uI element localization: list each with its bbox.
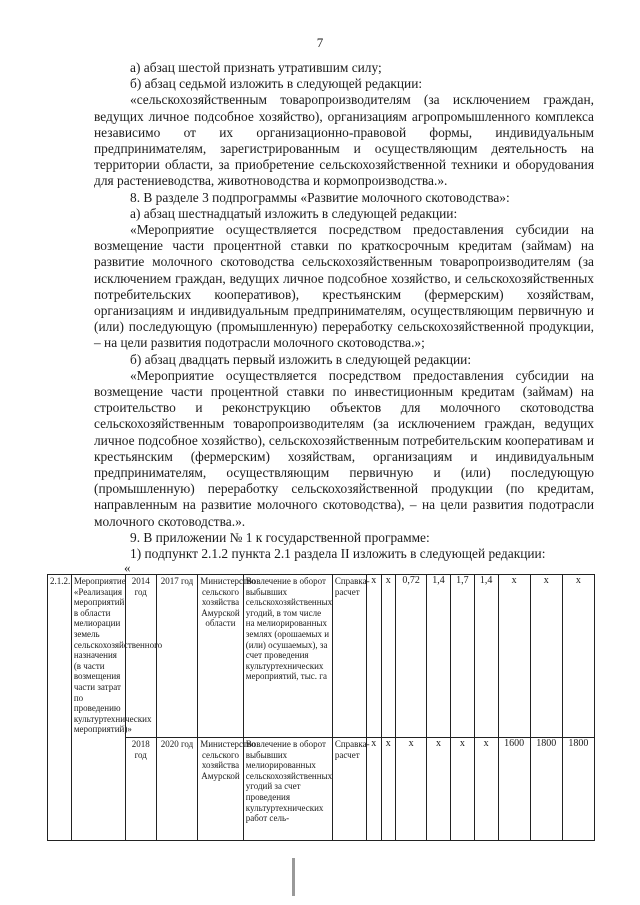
paragraph: «Мероприятие осуществляется посредством предоставления субсидии на возмещение части процентной ставки по инвестиционным кредитам (займам) на строительство и реконструкцию объектов для молочного скотоводства сельскохозяйственным товаропроизводителям (за исключением граждан, ведущих личное подсобное хозяйство), сельскохозяйственным потребительским кооперативам и крестьянским (фермерским) хозяйствам, организациям и индивидуальным предпринимателям, осуществляющим первичную и (или) последующую (промышленную) переработку сельскохозяйственной продукции (по кредитам, направленным на развитие молочного скотоводства), – на цели развития подотрасли молочного скотоводства.». <box>94 367 594 529</box>
paragraph: «Мероприятие осуществляется посредством предоставления субсидии на возмещение части процентной ставки по краткосрочным кредитам (займам) на развитие молочного скотоводства сельскохозяйственным товаропроизводителям (за исключением граждан, ведущих личное подсобное хозяйство, и сельскохозяйственных потребительских кооперативов), крестьянским (фермерским) хозяйствам, организациям и индивидуальным предпринимателям, осуществляющим первичную и (или) последующую (промышленную) переработку сельскохозяйственной продукции, – на цели развития подотрасли молочного скотоводства.»; <box>94 222 594 351</box>
paragraph: 8. В разделе 3 подпрограммы «Развитие молочного скотоводства»: <box>130 189 510 205</box>
indicator: Вовлечение в оборот выбывших сельскохозяйственных угодий, в том числе на мелиорированных землях (орошаемых и (или) осушаемых), за счет проведения культуртехнических мероприятий, тыс. га <box>243 575 332 738</box>
appendix-table <box>47 574 595 841</box>
paragraph: б) абзац двадцать первый изложить в следующей редакции: <box>130 351 472 367</box>
executor: Министерство сельского хозяйства Амурской <box>198 738 244 841</box>
end-year: 2017 год <box>156 575 197 738</box>
scan-artifact <box>292 858 295 896</box>
paragraph: «сельскохозяйственным товаропроизводителям (за исключением граждан, ведущих личное подсобное хозяйство), организациям агропромышленного комплекса независимо от их организационно-правовой формы, индивидуальным предпринимателям, зарегистрированным и осуществляющим деятельность на территории области, за приобретение сельскохозяйственной техники и оборудования для растениеводства, животноводства и кормопроизводства.». <box>94 92 594 189</box>
value-cell: 1600 <box>498 738 530 841</box>
unit-source: Справка-расчет <box>332 575 366 738</box>
paragraph: б) абзац седьмой изложить в следующей редакции: <box>130 76 423 92</box>
value-cell: 1,4 <box>474 575 498 738</box>
paragraph: 9. В приложении № 1 к государственной программе: <box>130 529 430 545</box>
value-cell: х <box>427 738 451 841</box>
quote-open-mark: « <box>124 560 131 575</box>
paragraph: а) абзац шестой признать утратившим силу; <box>130 60 382 75</box>
start-year: 2014 год <box>125 575 156 738</box>
value-cell: х <box>450 738 474 841</box>
table-row <box>48 738 595 841</box>
value-cell: 1,4 <box>427 575 451 738</box>
value-cell: х <box>396 738 427 841</box>
measure-name: Мероприятие «Реализация мероприятий в области мелиорации земель сельскохозяйственного назначения (в части возмещения части затрат по проведению культуртехнических мероприятий)» <box>71 575 125 841</box>
value-cell: 1800 <box>530 738 562 841</box>
value-cell: х <box>381 738 396 841</box>
value-cell: 0,72 <box>396 575 427 738</box>
value-cell: х <box>367 575 382 738</box>
executor: Министерство сельского хозяйства Амурской области <box>198 575 244 738</box>
table-row <box>48 575 595 738</box>
document-body <box>94 60 594 562</box>
value-cell: х <box>381 575 396 738</box>
value-cell: х <box>498 575 530 738</box>
paragraph: 1) подпункт 2.1.2 пункта 2.1 раздела II изложить в следующей редакции: <box>130 546 546 562</box>
value-cell: х <box>562 575 594 738</box>
measure-code: 2.1.2. <box>48 575 72 841</box>
value-cell: х <box>530 575 562 738</box>
end-year: 2020 год <box>156 738 197 841</box>
value-cell: 1800 <box>562 738 594 841</box>
indicator: Вовлечение в оборот выбывших мелиорированных сельскохозяйственных угодий за счет проведения культуртехнических работ сель- <box>243 738 332 841</box>
value-cell: 1,7 <box>450 575 474 738</box>
page-number: 7 <box>316 35 324 50</box>
value-cell: х <box>474 738 498 841</box>
start-year: 2018 год <box>125 738 156 841</box>
paragraph: а) абзац шестнадцатый изложить в следующей редакции: <box>130 205 458 221</box>
value-cell: х <box>367 738 382 841</box>
unit-source: Справка-расчет <box>332 738 366 841</box>
